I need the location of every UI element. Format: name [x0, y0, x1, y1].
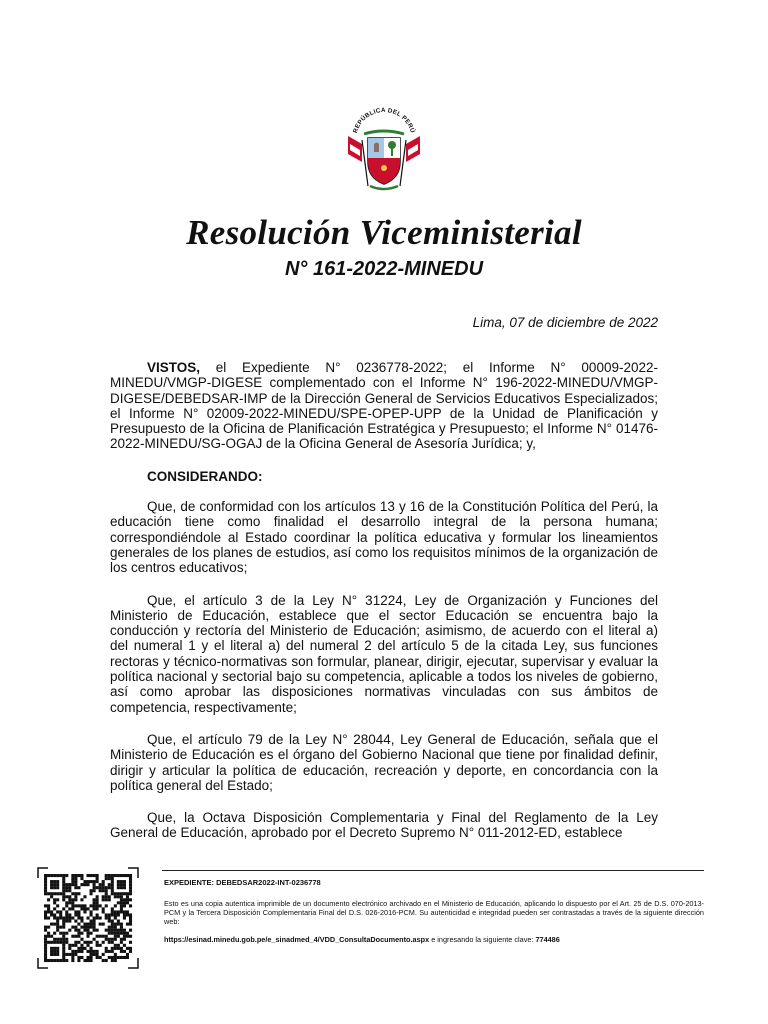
vistos-text: el Expediente N° 0236778-2022; el Informe N° 00009-2022-MINEDU/VMGP-DIGESE complementado con el Informe N° 196-2022-MINEDU/VMGP-DIGESE/DEBEDSAR-IMP de la Dirección General de Servicios Educativos Especializados; el Informe N° 02009-2022-MINEDU/SPE-OPEP-UPP de la Unidad de Planificación y Presupuesto de la Oficina de Planificación Estratégica y Presupuesto; el Informe N° 01476-2022-MINEDU/SG-OGAJ de la Oficina General de Asesoría Jurídica; y, — [110, 360, 658, 452]
footer-notice — [164, 878, 704, 944]
authenticity-notice: Esto es una copia autentica imprimible de un documento electrónico archivado en el Ministerio de Educación, aplicando lo dispuesto por el Art. 25 de D.S. 070-2013-PCM y la Tercera Disposición Complementaria Final del D.S. 026-2016-PCM. Su autenticidad e integridad pueden ser contrastadas a través de la siguiente dirección web: — [164, 899, 704, 926]
verification-link[interactable]: https://esinad.minedu.gob.pe/e_sinadmed_4/VDD_ConsultaDocumento.aspx — [164, 935, 430, 944]
resolution-number: N° 161-2022-MINEDU — [284, 258, 484, 280]
coat-of-arms-seal — [334, 100, 434, 200]
verification-suffix: e ingresando la siguiente clave: — [429, 935, 536, 944]
considerando-heading: CONSIDERANDO: — [147, 468, 263, 484]
expediente-label: EXPEDIENTE: DEBEDSAR2022-INT-0236778 — [164, 878, 321, 887]
paragraph: Que, el artículo 3 de la Ley N° 31224, Ley de Organización y Funciones del Ministerio de Educación, establece que el sector Educación se encuentra bajo la conducción y rectoría del Ministerio de Educación; asimismo, de acuerdo con el literal a) del numeral 1 y el literal a) del numeral 2 del artículo 5 de la citada Ley, sus funciones rectoras y técnico-normativas son formular, planear, dirigir, ejecutar, supervisar y evaluar la política nacional y sectorial bajo su competencia, aplicable a todos los niveles de gobierno, así como aprobar las disposiciones normativas vinculadas con sus ámbitos de competencia, respectivamente; — [110, 592, 658, 715]
seal-text: REPÚBLICA DEL PERÚ — [351, 106, 417, 134]
vistos-label: VISTOS, — [147, 360, 201, 375]
footer-divider — [162, 870, 704, 871]
verification-key: 774486 — [535, 935, 560, 944]
paragraph: Que, el artículo 79 de la Ley N° 28044, Ley General de Educación, señala que el Ministerio de Educación es el órgano del Gobierno Nacional que tiene por finalidad definir, dirigir y articular la política de educación, recreación y deporte, en concordancia con la política general del Estado; — [110, 731, 658, 793]
verification-line — [164, 935, 704, 944]
paragraph: Que, de conformidad con los artículos 13 y 16 de la Constitución Política del Perú, la educación tiene como finalidad el desarrollo integral de la persona humana; correspondiéndole al Estado coordinar la política educativa y formular los lineamientos generales de los planes de estudios, así como los requisitos mínimos de la organización de los centros educativos; — [110, 499, 658, 576]
qr-code — [36, 866, 140, 970]
document-title: Resolución Viceministerial — [186, 213, 582, 252]
document-body — [110, 360, 658, 858]
paragraph: Que, la Octava Disposición Complementaria y Final del Reglamento de la Ley General de Educación, aprobado por el Decreto Supremo N° 011-2012-ED, establece — [110, 810, 658, 841]
place-date: Lima, 07 de diciembre de 2022 — [472, 315, 658, 330]
vistos-paragraph — [110, 360, 658, 452]
